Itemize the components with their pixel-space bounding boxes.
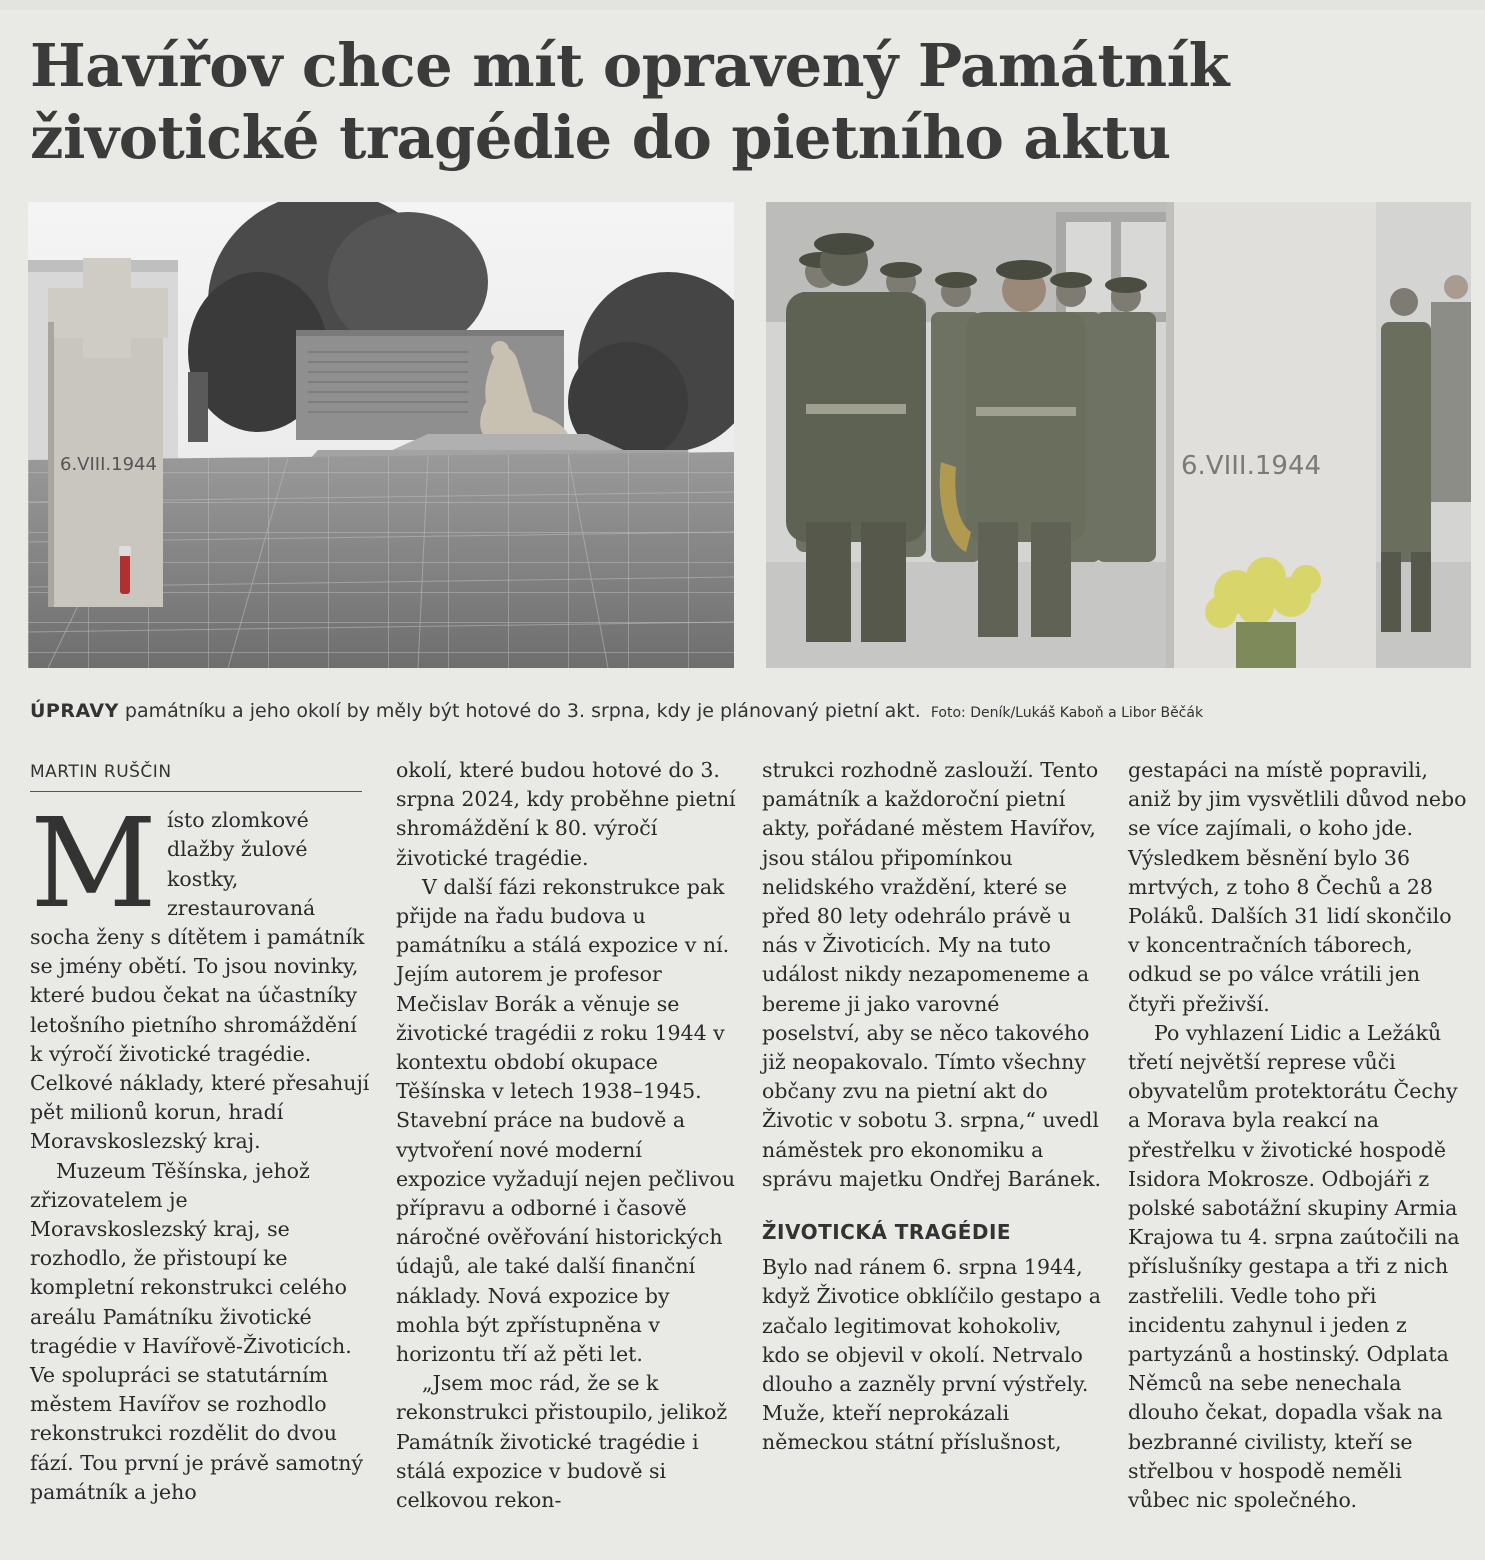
paragraph: gestapáci na místě popravili, aniž by jim vysvětlili důvod nebo se více zajímali, o koho jde. Výsledkem běsnění bylo 36 mrtvých, z toho 8 Čechů a 28 Poláků. Dalších 31 lidí skončilo v koncentračních táborech, odkud se po válce vrátili jen čtyři přeživší. <box>1128 758 1467 1016</box>
paragraph: Po vyhlazení Lidic a Ležáků třetí největší represe vůči obyvatelům protektorátu Čechy a Morava byla reakcí na přestřelku v životické hospodě Isidora Mokrosze. Odbojáři z polské sabotážní skupiny Armia Krajowa tu 4. srpna zaútočili na příslušníky gestapa a tři z nich zastřelili. Vedle toho při incidentu zahynul i jeden z partyzánů a hostinský. Odplata Němců na sebe nenechala dlouho čekat, dopadla však na bezbranné civilisty, kteří se střelbou v hospodě neměli vůbec nic společného. <box>1128 1020 1460 1513</box>
article-column-1 <box>30 756 370 1507</box>
paragraph: okolí, které budou hotové do 3. srpna 2024, kdy proběhne pietní shromáždění k 80. výročí životické tragédie. <box>396 758 736 870</box>
subheading: ŽIVOTICKÁ TRAGÉDIE <box>762 1220 1012 1245</box>
memorial-inscription: 6.VIII.1944 <box>60 454 157 475</box>
paragraph: strukci rozhodně zaslouží. Tento památník a každoroční pietní akty, pořádané městem Havířov, jsou stálou připomínkou nelidského vraždění, které se před 80 lety odehrálo právě u nás v Životicích. My na tuto událost nikdy nezapomeneme a bereme ji jako varovné poselství, aby se něco takového již neopakovalo. Tímto všechny občany zvu na pietní akt do Životic v sobotu 3. srpna,“ uvedl náměstek pro ekonomiku a správu majetku Ondřej Baránek. <box>762 758 1102 1191</box>
dropcap: M <box>30 792 157 937</box>
paragraph-lead <box>30 792 370 1156</box>
paragraph: Bylo nad ránem 6. srpna 1944, když Životice obklíčilo gestapo a začalo legitimovat kohokoliv, kdo se objevil v okolí. Netrvalo dlouho a zazněly první výstřely. Muže, kteří neprokázali německou státní příslušnost, <box>762 1255 1101 1455</box>
article-column-4 <box>1128 756 1468 1515</box>
headline-line-2: životické tragédie do pietního aktu <box>30 103 1171 172</box>
photo-credit: Foto: Deník/Lukáš Kaboň a Libor Běčák <box>930 705 1204 721</box>
paragraph: V další fázi rekonstrukce pak přijde na řadu budova u památníku a stálá expozice v ní. Jejím autorem je profesor Mečislav Borák a věnuje se životické tragédii z roku 1944 v kontextu období okupace Těšínska v letech 1938–1945. Stavební práce na budově a vytvoření nové moderní expozice vyžadují nejen pečlivou přípravu a odborné i časově náročné ověřování historických údajů, ale také další finanční náklady. Nová expozice by mohla být zpřístupněna v horizontu tří až pěti let. <box>396 874 736 1367</box>
paragraph-lead-text: ísto zlomkové dlažby žulové kostky, zrestaurovaná socha ženy s dítětem i památník se jmény obětí. To jsou novinky, které budou čekat na účastníky letošního pietního shromáždění k výročí životické tragédie. Celkové náklady, které přesahují pět milionů korun, hradí Moravskoslezský kraj. <box>30 808 370 1154</box>
headline-line-1: Havířov chce mít opravený Památník <box>30 31 1229 100</box>
headline <box>30 30 1460 174</box>
caption-lead: ÚPRAVY <box>30 700 119 722</box>
byline: MARTIN RUŠČIN <box>30 758 362 792</box>
photo-caption <box>30 700 1470 722</box>
caption-text: památníku a jeho okolí by měly být hotové do 3. srpna, kdy je plánovaný pietní akt. <box>118 700 921 722</box>
article-column-2 <box>396 756 736 1515</box>
photo-memorial <box>28 202 734 668</box>
paragraph: Muzeum Těšínska, jehož zřizovatelem je Moravskoslezský kraj, se rozhodlo, že přistoupí ke kompletní rekonstrukci celého areálu Památníku životické tragédie v Havířově-Životicích. Ve spolupráci se statutárním městem Havířov se rozhodlo rekonstrukci rozdělit do dvou fází. Tou první je právě samotný památník a jeho <box>30 1158 364 1504</box>
photo-ceremony <box>766 202 1471 668</box>
paragraph: „Jsem moc rád, že se k rekonstrukci přistoupilo, jelikož Památník životické tragédie i stálá expozice v budově si celkovou rekon- <box>396 1371 728 1513</box>
article-column-3 <box>762 756 1102 1458</box>
masthead-strip <box>0 0 1485 10</box>
pillar-inscription: 6.VIII.1944 <box>1181 451 1322 481</box>
